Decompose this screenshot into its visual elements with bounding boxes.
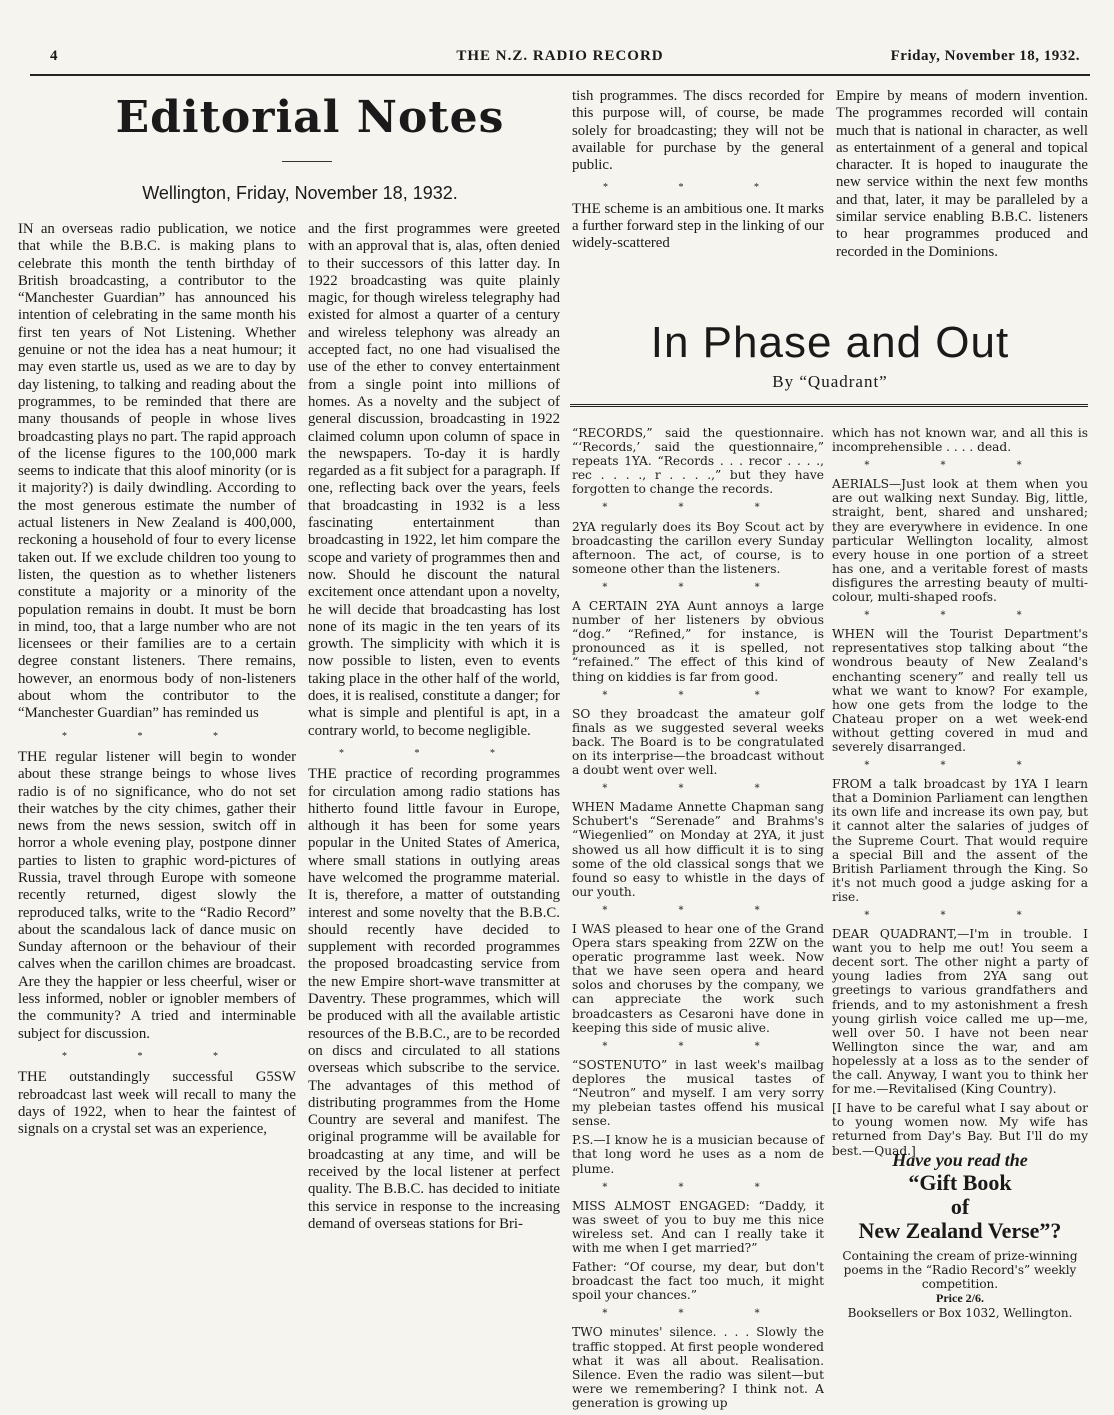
separator: * * * (602, 1181, 794, 1193)
separator: * * * (62, 730, 252, 742)
separator: * * * (603, 182, 793, 194)
item: WHEN Madame Annette Chapman sang Schubert's “Serenade” and Brahms's “Wiegenlied” on Monday at 2YA, it just showed us all how difficult it is to sing some of the old classical songs that we found so easy to whistle in the days of our youth. (572, 800, 824, 899)
column-byline: By “Quadrant” (772, 372, 888, 391)
item: MISS ALMOST ENGAGED: “Daddy, it was sweet of you to buy me this nice wireless set. And can I really take it with me when I get married?” (572, 1198, 824, 1255)
item: A CERTAIN 2YA Aunt annoys a large number of her listeners by obvious “dog.” “Refined,” for instance, is pronounced as it is spelled, not “refained.” The effect of this kind of thing on kiddies is far from good. (572, 599, 824, 684)
paragraph: Empire by means of modern invention. The programmes recorded will contain much that is national in character, as well as entertainment of a general and topical character. It is hoped to inaugurate the new service within the next few months and that, later, it may be paralleled by a similar service enabling B.B.C. listeners to hear programmes produced and recorded in the Dominions. (836, 88, 1088, 260)
paragraph: and the first programmes were greeted with an approval that is, alas, often denied to their successors of this latter day. In 1922 broadcasting was quite plainly magic, for though wireless telegraphy had existed for almost a quarter of a century and wireless telephony was already an accepted fact, no one had visualised the use of the ether to convey entertainment from a single point into millions of homes. As a novelty and the subject of general discussion, broadcasting in 1922 claimed column upon column of space in the newspapers. To-day it is hardly regarded as a fit subject for a paragraph. If one, reflecting back over the years, feels that broadcasting in 1932 is a less fascinating entertainment than broadcasting in 1922, let him compare the scope and variety of programmes then and now. Should he discount the natural excitement once attendant upon a novelty, he will decide that broadcasting has lost none of its magic in the ten years of its growth. The simplicity with which it is now possible to listen, even to events taking place in the other half of the world, does, it is realised, constitute a danger; for what is simple and plentiful is apt, in a contrary world, to become negligible. (308, 221, 560, 739)
paragraph: IN an overseas radio publication, we notice that while the B.B.C. is making plans to celebrate this month the tenth birthday of British broadcasting, a contributor to the “Manchester Guardian” has announced his intention of celebrating in the same month his first ten years of Not Listening. Whether genuine or not the idea has a neat humour; it may even startle us, used as we are to day by day listening, to talking and reading about the programmes, to be reminded that there are many thousands of people in whose lives broadcasting plays no part. The rapid approach of the license figures to the 100,000 mark seems to indicate that this aloof minority (or is it majority?) is daily dwindling. According to the most generous estimate the number of actual listeners in New Zealand is 400,000, reckoning a household of four to every license taken out. If we exclude children too young to listen, the question as to whether listeners constitute a majority or a minority of the population remains in doubt. It must be born in mind, too, that a large number who are not licensees or their families are to a certain degree constant listeners. There remains, however, an enormous body of non-listeners about whom the contributor to the “Manchester Guardian” has reminded us (18, 221, 296, 722)
paragraph: THE scheme is an ambitious one. It marks a further forward step in the linking of our widely-scattered (572, 200, 824, 252)
item: Father: “Of course, my dear, but don't broadcast the fact too much, it might spoil your chances.” (572, 1260, 824, 1303)
title-rule (282, 161, 332, 162)
advert-where: Booksellers or Box 1032, Wellington. (847, 1306, 1073, 1320)
item: 2YA regularly does its Boy Scout act by broadcasting the carillon every Sunday afternoon. The act, of course, is to someone other than the listeners. (572, 519, 824, 576)
item: P.S.—I know he is a musician because of that long word he uses as a nom de plume. (572, 1133, 824, 1176)
page-header (30, 48, 1090, 70)
column-right (832, 426, 1088, 1163)
separator: * * * (602, 1040, 794, 1052)
editorial-column-3 (572, 88, 824, 258)
separator: * * * (602, 689, 794, 701)
separator: * * * (864, 760, 1056, 772)
paragraph: THE regular listener will begin to wonder about these strange beings to whose lives radio is of no significance, who do not set their watches by the city chimes, gather their news from the news session, switch off in horror a whole evening play, postpone dinner parties to listen to graphic word-pictures of Russia, travel through Europe with someone recently returned, digest slowly the reproduced talks, write to the “Radio Record” about the scandalous lack of dance music on Sunday afternoon or the behaviour of their calves when the carillon chimes are broadcast. Are they the happier or less cheerful, wiser or less informed, nobler or ignobler members of the community? A tried and interminable subject for discussion. (18, 748, 296, 1042)
column-title: In Phase and Out (650, 318, 1010, 367)
separator: * * * (602, 502, 794, 514)
editorial-title: Editorial Notes (115, 92, 505, 143)
separator: * * * (864, 610, 1056, 622)
separator: * * * (602, 783, 794, 795)
item: I WAS pleased to hear one of the Grand Opera stars speaking from 2ZW on the operatic programme last week. Now that we have seen opera and heard solos and choruses by the company, we can appreciate the work such broadcasters as Cesaroni have done in keeping this side of music alive. (572, 922, 824, 1035)
separator: * * * (602, 1308, 794, 1320)
publication-title: THE N.Z. RADIO RECORD (456, 48, 664, 64)
editorial-dateline: Wellington, Friday, November 18, 1932. (142, 183, 458, 203)
separator: * * * (864, 460, 1056, 472)
editorial-column-2 (308, 221, 560, 1238)
column-rule (570, 404, 1088, 407)
editorial-column-4 (836, 88, 1088, 266)
advert-title-1: “Gift Book (908, 1170, 1012, 1195)
item: “RECORDS,” said the questionnaire. “‘Records,’ said the questionnaire,” repeats 1YA. “Records . . . recor . . . ., rec . . . ., r . . . .,” but they have forgotten to change the records. (572, 426, 824, 497)
advert-title-2: of (950, 1194, 970, 1219)
item: which has not known war, and all this is incomprehensible . . . . dead. (832, 426, 1088, 455)
page-number: 4 (50, 48, 59, 64)
editorial-column-1 (18, 221, 296, 1143)
header-rule (30, 74, 1090, 76)
separator: * * * (864, 910, 1056, 921)
item: DEAR QUADRANT,—I'm in trouble. I want you to help me out! You seem a decent sort. The other night a party of young ladies from 2YA sang out greetings to various grandfathers and friends, and to my astonishment a fresh young girlish voice called me up—me, well over 50. I have not been near Wellington since the war, and am hopelessly at a loss as to the sender of the call. Anyway, I want you to think her for me.—Revitalised (King Country). (832, 927, 1088, 1097)
issue-date: Friday, November 18, 1932. (890, 48, 1080, 64)
column-left (572, 426, 824, 1415)
item: [I have to be careful what I say about or to young women now. My wife has returned from Day's Bay. But I'll do my best.—Quad.] (832, 1101, 1088, 1158)
paragraph: THE outstandingly successful G5SW rebroadcast last week will recall to many the days of 1922, when to hear the faintest of signals on a crystal set was an experience, (18, 1069, 296, 1138)
separator: * * * (602, 581, 794, 593)
advert-lead: Have you read the (892, 1150, 1028, 1170)
paragraph: tish programmes. The discs recorded for this purpose will, of course, be made solely for broadcasting; they will not be available for purchase by the general public. (572, 88, 824, 174)
item: FROM a talk broadcast by 1YA I learn that a Dominion Parliament can lengthen its own life and increase its own pay, but it cannot alter the salaries of judges of the Supreme Court. That would require a special Bill and the assent of the British Parliament through the King. So it's not much good a judge asking for a rise. (832, 777, 1088, 904)
item: AERIALS—Just look at them when you are out walking next Sunday. Big, little, straight, bent, shared and unshared; they are everywhere in evidence. In one particular Wellington locality, almost every house in one portion of a street has one, and a veritable forest of masts disfigures the arresting beauty of multi-colour, multi-shaped roofs. (832, 477, 1088, 605)
separator: * * * (62, 1050, 252, 1062)
gift-book-advert (830, 1150, 1090, 1320)
advert-price: Price 2/6. (936, 1291, 984, 1305)
item: “SOSTENUTO” in last week's mailbag deplores the musical tastes of “Neutron” and myself. I am very sorry my plebeian tastes offend his musical sense. (572, 1057, 824, 1129)
paragraph: THE practice of recording programmes for circulation among radio stations has hitherto found little favour in Europe, although it has been for some years popular in the United States of America, where small stations in outlying areas have welcomed the programme material. It is, therefore, a matter of outstanding interest and some novelty that the B.B.C. should recently have decided to supplement with recorded programmes the proposed broadcasting service from the new Empire short-wave transmitter at Daventry. These programmes, which will be produced with all the available artistic resources of the B.B.C., are to be recorded on discs and circulated to all stations overseas which subscribe to the service. The advantages of this method of distributing programmes from the Home Country are several and manifest. The original programme will be available for broadcasting at any time, and will be received by the local listener at perfect quality. The B.B.C. has decided to initiate this service in response to the increasing demand of overseas stations for Bri- (308, 766, 560, 1232)
separator: * * * (339, 747, 529, 759)
advert-title-3: New Zealand Verse”? (858, 1218, 1062, 1243)
advert-body: Containing the cream of prize-winning poems in the “Radio Record's” weekly competition. (842, 1249, 1078, 1291)
item: WHEN will the Tourist Department's representatives stop talking about “the wondrous beauty of New Zealand's enchanting scenery” and really tell us what we want to know? For example, how one gets from the lodge to the Chateau proper on a wet week-end without getting covered in mud and severely disarranged. (832, 627, 1088, 754)
separator: * * * (602, 904, 794, 916)
item: TWO minutes' silence. . . . Slowly the traffic stopped. At first people wondered what it was all about. Realisation. Silence. Even the radio was silent—but were we remembering? I think not. A generation is growing up (572, 1325, 824, 1410)
item: SO they broadcast the amateur golf finals as we suggested several weeks back. The Board is to be congratulated on its interprise—the broadcast without a doubt went over well. (572, 706, 824, 778)
